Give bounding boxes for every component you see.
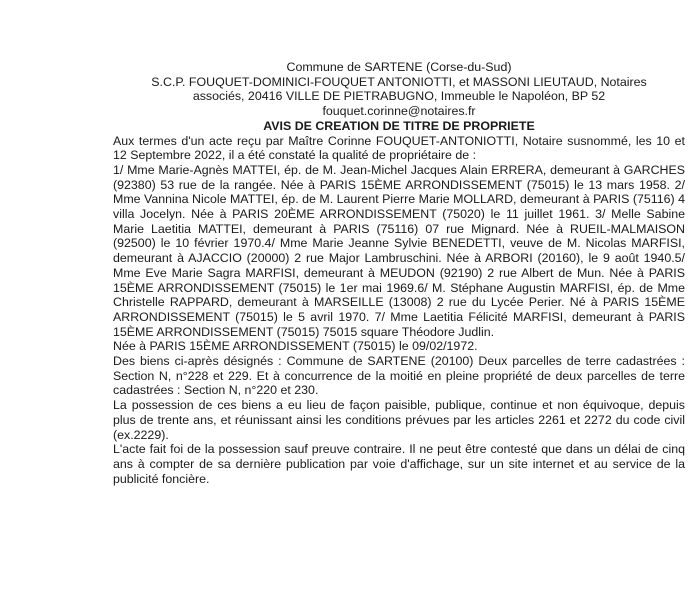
possession-paragraph: La possession de ces biens a eu lieu de façon paisible, publique, continue et non équivoque, depuis plus de trente ans, et réunissant ainsi les conditions prévues par les articles 2261 et 2272 du code civil (ex.2229). [113,398,685,442]
notary-email: fouquet.corinne@notaires.fr [322,104,476,119]
notary-address-line: associés, 20416 VILLE DE PIETRABUGNO, Immeuble le Napoléon, BP 52 [192,89,606,104]
notary-firm-line: S.C.P. FOUQUET-DOMINICI-FOUQUET ANTONIOTTI, et MASSONI LIEUTAUD, Notaires [151,74,647,89]
commune-line: Commune de SARTENE (Corse-du-Sud) [286,60,512,74]
legal-notice [113,60,685,486]
property-paragraph: Des biens ci-après désignés : Commune de SARTENE (20100) Deux parcelles de terre cadastrées : Section N, n°228 et 229. Et à concurrence de la moitié en pleine propriété de deux parcelles de terre cadastrées : Section N, n°220 et 230. [113,354,685,398]
owners-paragraph: 1/ Mme Marie-Agnès MATTEI, ép. de M. Jean-Michel Jacques Alain ERRERA, demeurant à GARCHES (92380) 53 rue de la rangée. Née à PARIS 15ÈME ARRONDISSEMENT (75015) le 13 mars 1958. 2/ Mme Vannina Nicole MATTEI, ép. de M. Laurent Pierre Marie MOLLARD, demeurant à PARIS (75116) 4 villa Jocelyn. Née à PARIS 20ÈME ARRONDISSEMENT (75020) le 11 juillet 1961. 3/ Melle Sabine Marie Laetitia MATTEI, demeurant à PARIS (75116) 07 rue Mignard. Née à RUEIL-MALMAISON (92500) le 10 février 1970.4/ Mme Marie Jeanne Sylvie BENEDETTI, veuve de M. Nicolas MARFISI, demeurant à AJACCIO (20000) 2 rue Major Lambruschini. Née à ARBORI (20160), le 9 août 1940.5/ Mme Eve Marie Sagra MARFISI, demeurant à MEUDON (92190) 2 rue Albert de Mun. Née à PARIS 15ÈME ARRONDISSEMENT (75015) le 1er mai 1969.6/ M. Stéphane Augustin MARFISI, ép. de Mme Christelle RAPPARD, demeurant à MARSEILLE (13008) 2 rue du Lycée Perier. Né à PARIS 15ÈME ARRONDISSEMENT (75015) le 5 avril 1970. 7/ Mme Laetitia Félicité MARFISI, demeurant à PARIS 15ÈME ARRONDISSEMENT (75015) 75015 square Théodore Judlin. [113,162,685,339]
notice-header [113,60,685,119]
closing-paragraph: L'acte fait foi de la possession sauf preuve contraire. Il ne peut être contesté que dans un délai de cinq ans à compter de sa dernière publication par voie d'affichage, sur un site internet et au service de la publicité foncière. [113,442,685,486]
owners-last-line: Née à PARIS 15ÈME ARRONDISSEMENT (75015) le 09/02/1972. [113,339,478,354]
notice-title: AVIS DE CREATION DE TITRE DE PROPRIETE [263,118,535,133]
intro-paragraph: Aux termes d'un acte reçu par Maître Corinne FOUQUET-ANTONIOTTI, Notaire susnommé, les 10 et 12 Septembre 2022, il a été constaté la qualité de propriétaire de : [113,133,685,163]
